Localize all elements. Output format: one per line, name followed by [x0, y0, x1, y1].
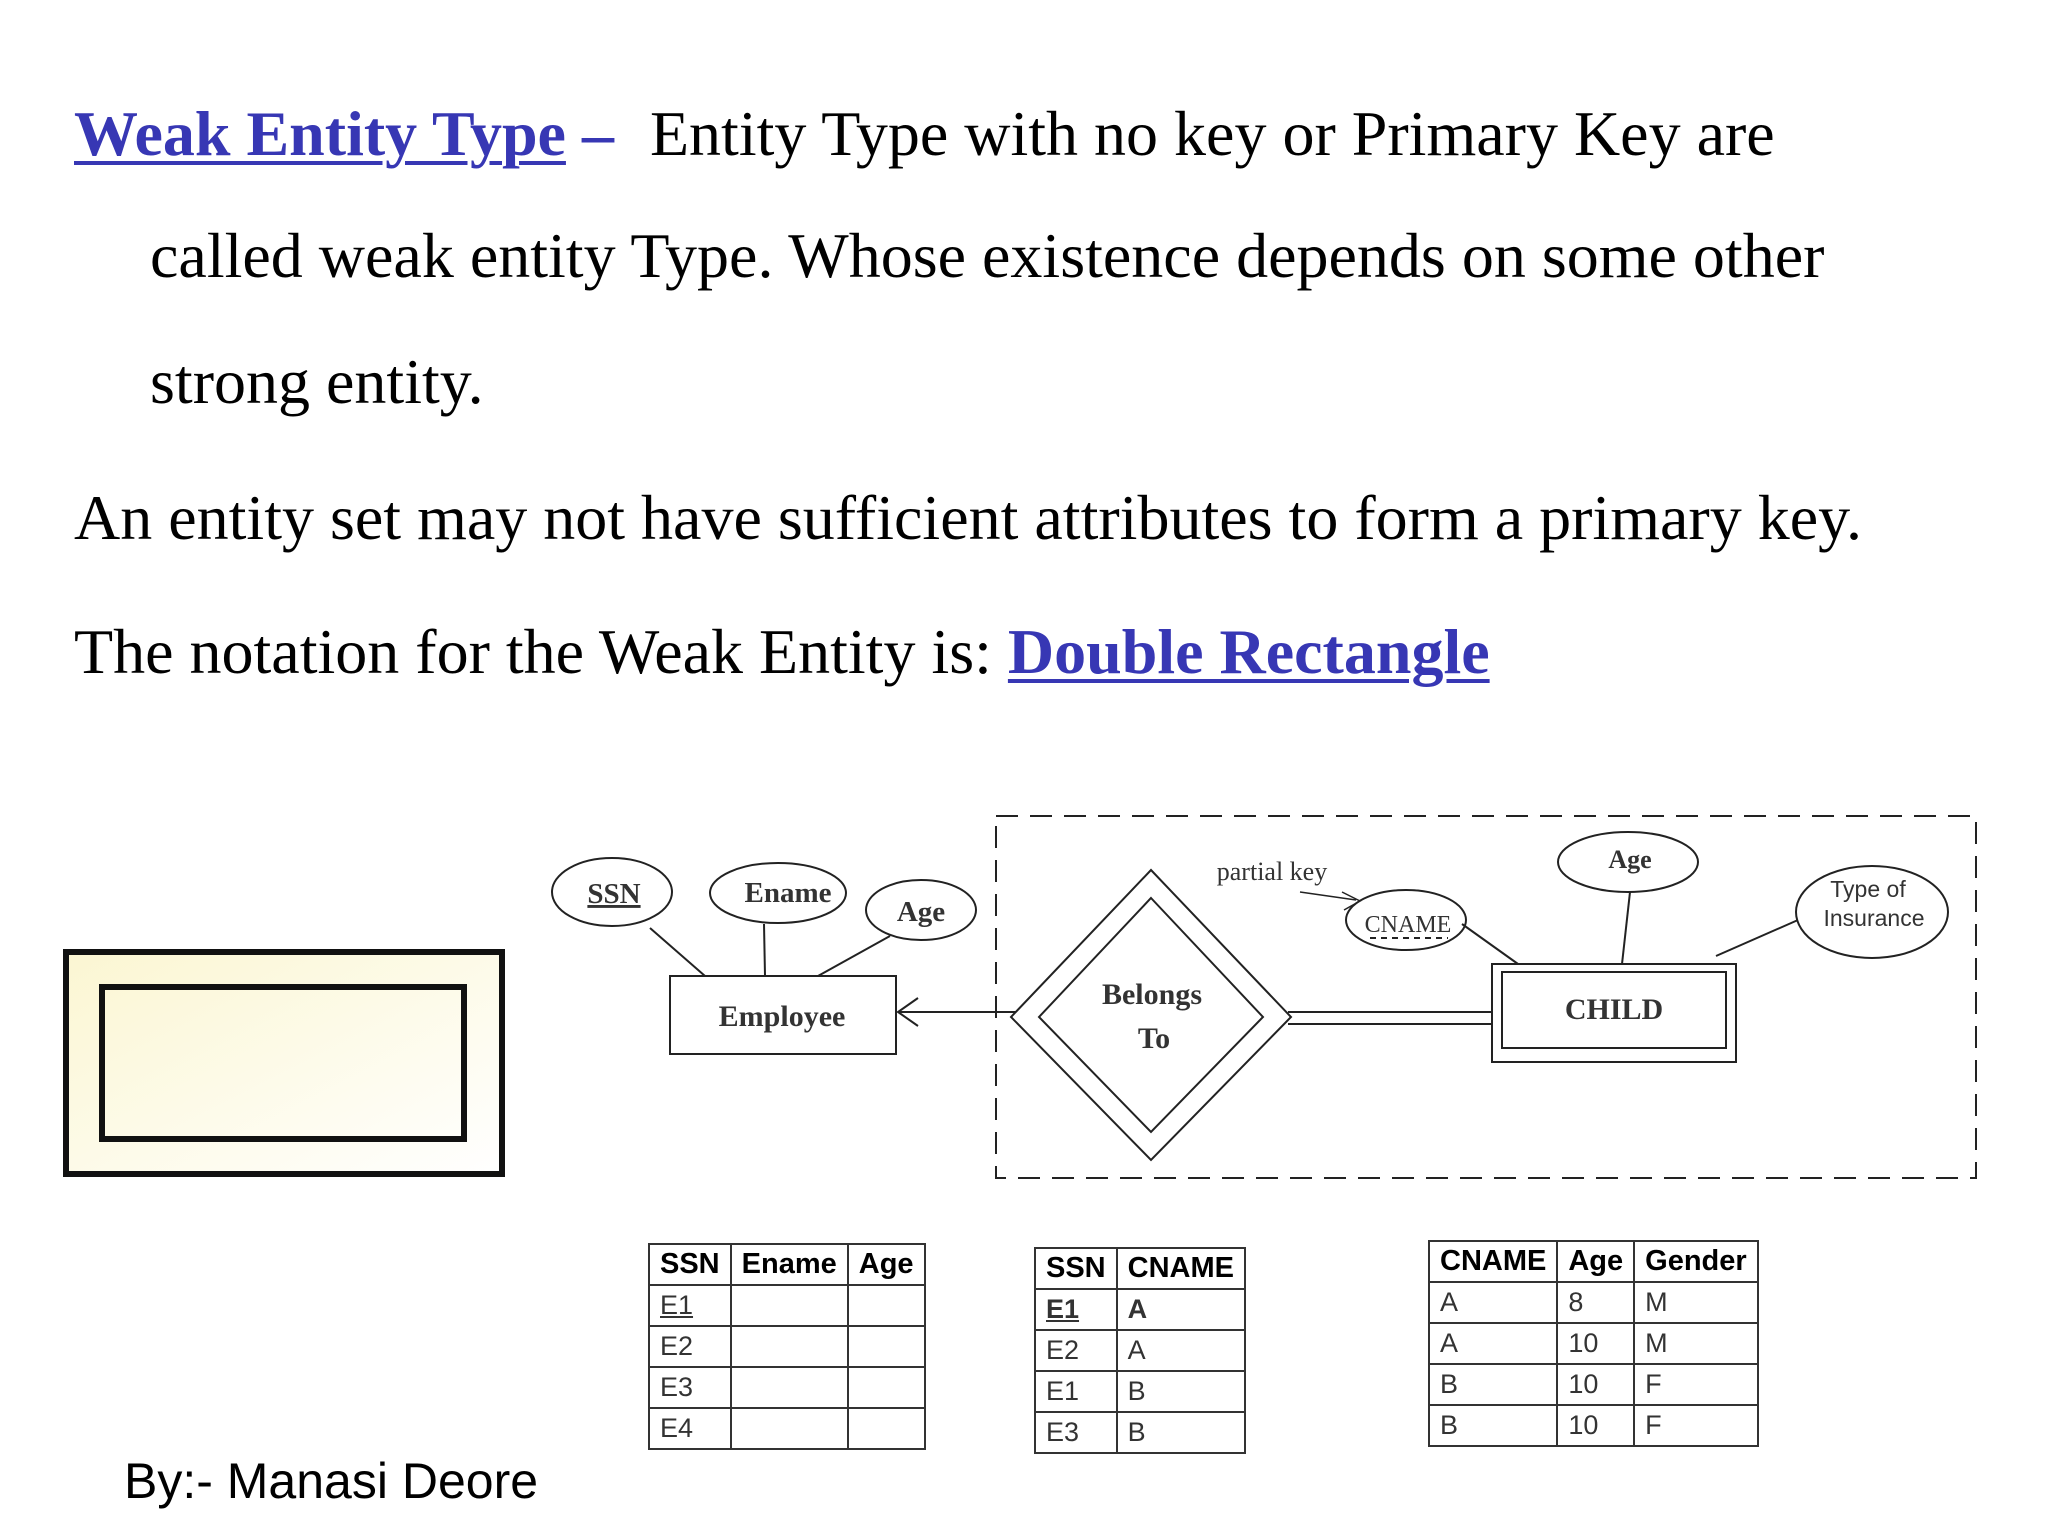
notation-prefix: The notation for the Weak Entity is:	[74, 616, 992, 687]
table-row	[649, 1408, 925, 1449]
table-cell: M	[1634, 1282, 1758, 1323]
table-cell: B	[1429, 1405, 1557, 1446]
table-row	[1429, 1282, 1758, 1323]
table-cell: E2	[1035, 1330, 1117, 1371]
double-rectangle-term: Double Rectangle	[1007, 616, 1490, 687]
table-cell	[848, 1326, 925, 1367]
definition-line3: strong entity.	[150, 346, 484, 417]
table-cell: A	[1429, 1282, 1557, 1323]
table-cell	[731, 1285, 848, 1326]
table-row	[1035, 1371, 1245, 1412]
to-label: To	[1137, 1022, 1171, 1055]
table-row	[649, 1285, 925, 1326]
cname-label: CNAME	[1364, 912, 1452, 938]
table-cell: E2	[649, 1326, 731, 1367]
table-cell: M	[1634, 1323, 1758, 1364]
table-row	[1035, 1330, 1245, 1371]
table-row	[649, 1367, 925, 1408]
table-row	[649, 1326, 925, 1367]
partial-key-label: partial key	[1216, 857, 1328, 886]
child-age-label: Age	[1608, 845, 1652, 874]
table-row	[1035, 1412, 1245, 1453]
table-cell: E1	[649, 1285, 731, 1326]
table-header: Ename	[731, 1244, 848, 1285]
attributes-statement: An entity set may not have sufficient attributes to form a primary key.	[74, 482, 1862, 553]
definition-line1: Entity Type with no key or Primary Key are	[649, 98, 1775, 169]
table-row	[1429, 1364, 1758, 1405]
table-header: CNAME	[1117, 1248, 1245, 1289]
table-cell: F	[1634, 1405, 1758, 1446]
table-cell: E3	[649, 1367, 731, 1408]
table-header: SSN	[649, 1244, 731, 1285]
table-cell: E1	[1035, 1371, 1117, 1412]
definition-line2: called weak entity Type. Whose existence depends on some other	[150, 220, 1825, 291]
table-cell	[731, 1408, 848, 1449]
table-cell	[731, 1326, 848, 1367]
belongs-to-relationship	[1011, 870, 1291, 1160]
table-cell: 10	[1557, 1405, 1634, 1446]
table-header: Age	[848, 1244, 925, 1285]
belongs-table	[1034, 1247, 1246, 1454]
table-cell: E3	[1035, 1412, 1117, 1453]
insurance-label: Insurance	[1823, 905, 1925, 931]
table-header: CNAME	[1429, 1241, 1557, 1282]
child-table	[1428, 1240, 1759, 1447]
ename-label: Ename	[744, 877, 832, 909]
table-cell: A	[1117, 1330, 1245, 1371]
table-cell: B	[1429, 1364, 1557, 1405]
author-credit: By:- Manasi Deore	[124, 1453, 539, 1509]
table-cell: B	[1117, 1412, 1245, 1453]
table-cell: 10	[1557, 1364, 1634, 1405]
belongs-label: Belongs	[1101, 978, 1203, 1011]
table-header: Age	[1557, 1241, 1634, 1282]
child-label: CHILD	[1564, 993, 1664, 1026]
table-cell: A	[1117, 1289, 1245, 1330]
table-cell: F	[1634, 1364, 1758, 1405]
table-cell: E1	[1035, 1289, 1117, 1330]
table-cell: B	[1117, 1371, 1245, 1412]
table-header: Gender	[1634, 1241, 1758, 1282]
employee-age-label: Age	[896, 896, 946, 928]
table-cell	[848, 1408, 925, 1449]
employee-table	[648, 1243, 926, 1450]
table-cell	[848, 1285, 925, 1326]
table-header-row	[649, 1244, 925, 1285]
table-row	[1035, 1289, 1245, 1330]
table-cell: E4	[649, 1408, 731, 1449]
dash: –	[581, 98, 614, 169]
table-cell: A	[1429, 1323, 1557, 1364]
table-row	[1429, 1323, 1758, 1364]
table-cell	[731, 1367, 848, 1408]
table-cell: 10	[1557, 1323, 1634, 1364]
table-row	[1429, 1405, 1758, 1446]
table-header-row	[1429, 1241, 1758, 1282]
table-cell: 8	[1557, 1282, 1634, 1323]
table-cell	[848, 1367, 925, 1408]
weak-entity-type-term: Weak Entity Type	[74, 98, 566, 169]
ssn-label: SSN	[587, 878, 641, 910]
table-header-row	[1035, 1248, 1245, 1289]
double-rectangle-notation	[66, 952, 502, 1174]
employee-label: Employee	[718, 1000, 846, 1033]
table-header: SSN	[1035, 1248, 1117, 1289]
type-of-label: Type of	[1830, 876, 1906, 902]
